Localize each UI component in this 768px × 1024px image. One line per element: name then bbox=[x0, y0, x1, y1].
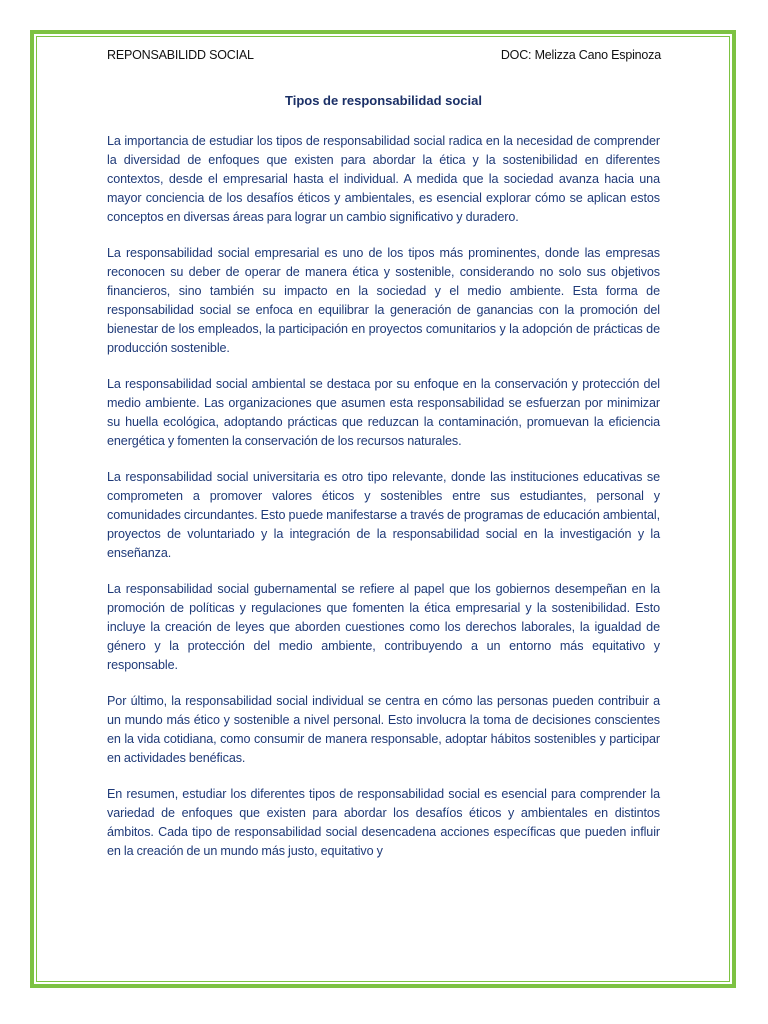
paragraph-7: En resumen, estudiar los diferentes tipos de responsabilidad social es esencial para comprender la variedad de enfoques que existen para abordar los desafíos éticos y ambientales en distintos ámbitos. Cada tipo de responsabilidad social desencadena acciones específicas que pueden influir en la creación de un mundo más justo, equitativo y bbox=[107, 787, 660, 858]
header-author: DOC: Melizza Cano Espinoza bbox=[500, 48, 661, 62]
page-header bbox=[107, 44, 661, 68]
paragraph-3: La responsabilidad social ambiental se destaca por su enfoque en la conservación y protección del medio ambiente. Las organizaciones que asumen esta responsabilidad se esfuerzan por minimizar su huella ecológica, adoptando prácticas que reduzcan la contaminación, promuevan la eficiencia energética y fomenten la conservación de los recursos naturales. bbox=[107, 377, 660, 448]
document-body bbox=[107, 90, 660, 878]
document-title: Tipos de responsabilidad social bbox=[285, 93, 482, 108]
paragraph-4: La responsabilidad social universitaria es otro tipo relevante, donde las instituciones educativas se comprometen a promover valores éticos y sostenibles entre sus estudiantes, personal y comunidades circundantes. Esto puede manifestarse a través de programas de educación ambiental, proyectos de voluntariado y la integración de la responsabilidad social en la investigación y la enseñanza. bbox=[107, 470, 660, 560]
paragraph-1: La importancia de estudiar los tipos de responsabilidad social radica en la necesidad de comprender la diversidad de enfoques que existen para abordar la ética y la sostenibilidad en diferentes contextos, desde el empresarial hasta el individual. A medida que la sociedad avanza hacia una mayor conciencia de los desafíos éticos y ambientales, es esencial explorar cómo se aplican estos conceptos en diversas áreas para lograr un cambio significativo y duradero. bbox=[107, 134, 660, 224]
paragraph-6: Por último, la responsabilidad social individual se centra en cómo las personas pueden contribuir a un mundo más ético y sostenible a nivel personal. Esto involucra la toma de decisiones conscientes en la vida cotidiana, como consumir de manera responsable, adoptar hábitos sostenibles y participar en actividades benéficas. bbox=[107, 694, 660, 765]
paragraph-5: La responsabilidad social gubernamental se refiere al papel que los gobiernos desempeñan en la promoción de políticas y regulaciones que fomenten la ética empresarial y la sostenibilidad. Esto incluye la creación de leyes que aborden cuestiones como los derechos laborales, la igualdad de género y la protección del medio ambiente, contribuyendo a un entorno más equitativo y responsable. bbox=[107, 582, 660, 672]
header-course-title: REPONSABILIDD SOCIAL bbox=[107, 48, 254, 62]
paragraph-2: La responsabilidad social empresarial es uno de los tipos más prominentes, donde las empresas reconocen su deber de operar de manera ética y sostenible, considerando no solo sus objetivos financieros, sino también su impacto en la sociedad y el medio ambiente. Esta forma de responsabilidad social se enfoca en equilibrar la generación de ganancias con la promoción del bienestar de los empleados, la participación en proyectos comunitarios y la adopción de prácticas de producción sostenible. bbox=[107, 246, 660, 355]
